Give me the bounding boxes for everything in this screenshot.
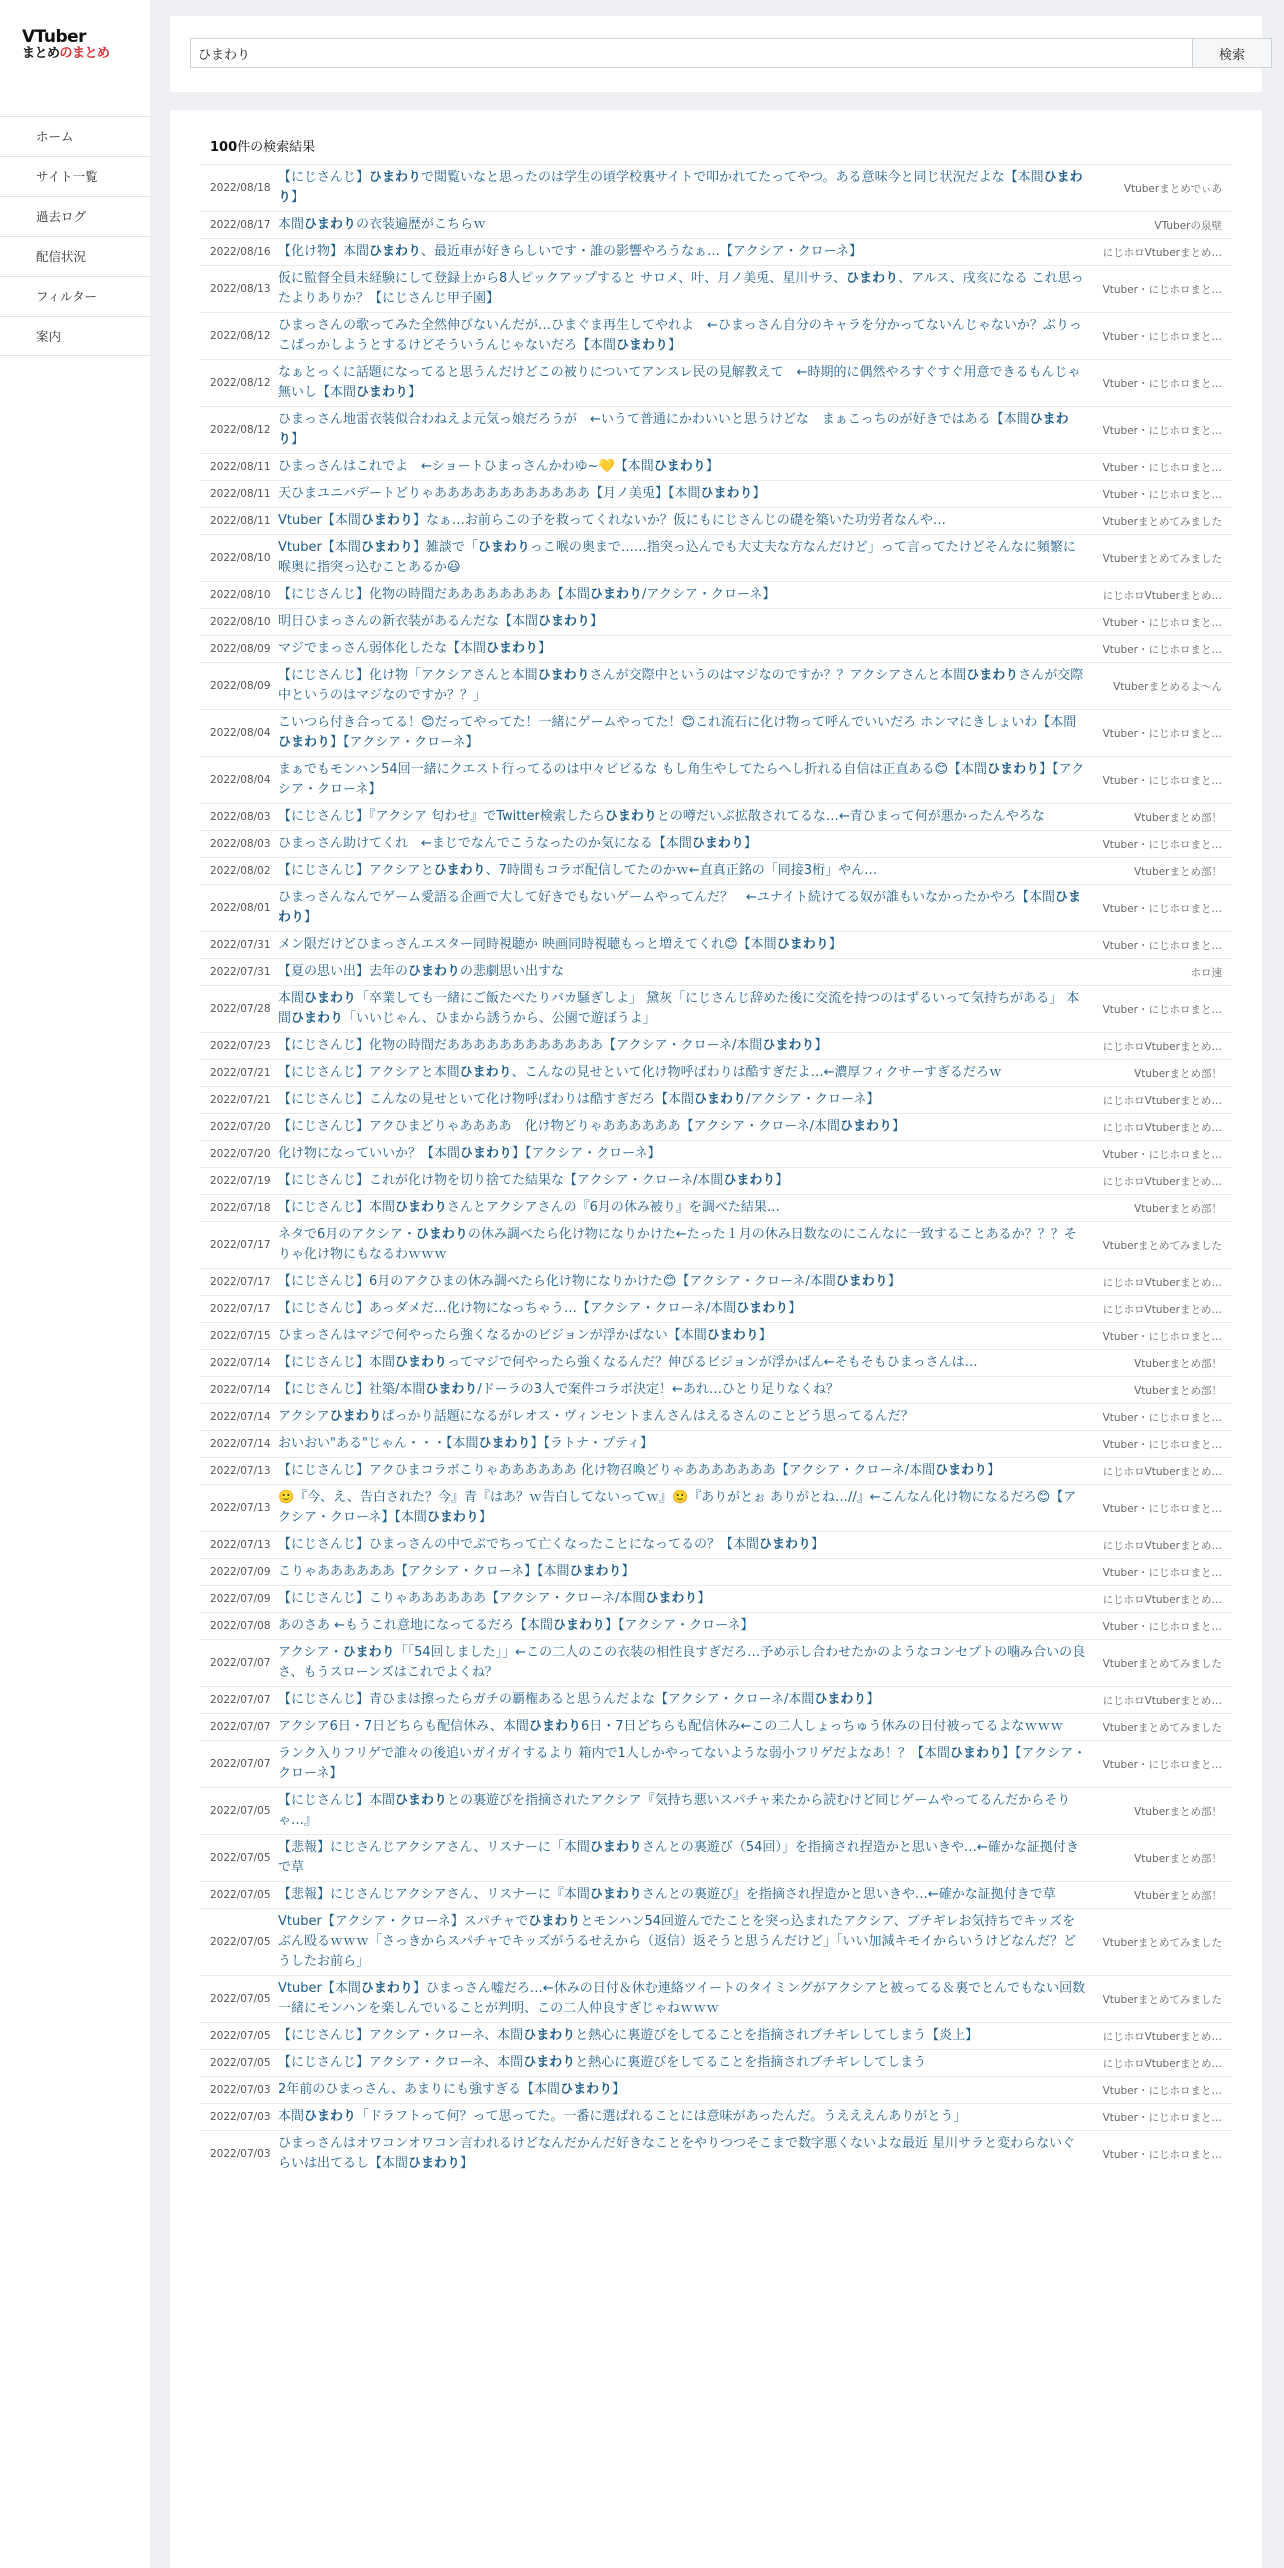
nav-item-home[interactable]: ホーム bbox=[0, 116, 150, 156]
result-row bbox=[200, 1881, 1232, 1908]
result-row bbox=[200, 1295, 1232, 1322]
result-title-link[interactable]: ひまっさんなんでゲーム愛語る企画で大して好きでもないゲームやってんだ？ ←ユナイト続けてる奴が誰もいなかったかやろ【本間ひまわり】 bbox=[278, 890, 1081, 925]
result-date: 2022/07/05 bbox=[210, 2057, 271, 2069]
result-source-site[interactable]: Vtuber・にじホロまと… bbox=[1102, 461, 1222, 474]
result-source-site[interactable]: ホロ速 bbox=[1190, 966, 1222, 979]
result-source-site[interactable]: Vtuberまとめてみました bbox=[1102, 1239, 1222, 1252]
result-date: 2022/08/16 bbox=[210, 246, 271, 258]
result-row bbox=[200, 2049, 1232, 2076]
search-panel bbox=[170, 16, 1262, 92]
results-count bbox=[210, 136, 315, 155]
result-source-site[interactable]: Vtuberまとめてみました bbox=[1102, 515, 1222, 528]
result-title-link[interactable]: 本間ひまわり「ドラフトって何？って思ってた。一番に選ばれることには意味があったんだ。うえええんありがとう」 bbox=[278, 2109, 967, 2124]
result-row bbox=[200, 662, 1232, 709]
result-source-site[interactable]: Vtuberまとめ部！ bbox=[1134, 1852, 1222, 1865]
result-row bbox=[200, 453, 1232, 480]
result-row bbox=[200, 480, 1232, 507]
result-row bbox=[200, 635, 1232, 662]
result-row bbox=[200, 857, 1232, 884]
result-row bbox=[200, 2076, 1232, 2103]
result-date: 2022/07/07 bbox=[210, 1721, 271, 1733]
result-date: 2022/08/03 bbox=[210, 838, 271, 850]
result-row bbox=[200, 1140, 1232, 1167]
result-title-link[interactable]: 【にじさんじ】アクシア・クローネ、本間ひまわりと熱心に裏遊びをしてることを指摘されブチギレしてしまう bbox=[278, 2055, 927, 2070]
result-date: 2022/08/09 bbox=[210, 680, 271, 692]
result-source-site[interactable]: Vtuber・にじホロまと… bbox=[1102, 1758, 1222, 1771]
result-date: 2022/07/17 bbox=[210, 1303, 271, 1315]
result-source-site[interactable]: にじホロVtuberまとめ… bbox=[1102, 1303, 1222, 1316]
result-title-link[interactable]: 【にじさんじ】本間ひまわりってマジで何やったら強くなるんだ？伸びるビジョンが浮かばん←そもそもひまっさんは… bbox=[278, 1355, 978, 1370]
result-source-site[interactable]: Vtuber・にじホロまと… bbox=[1102, 643, 1222, 656]
result-date: 2022/08/11 bbox=[210, 488, 271, 500]
result-date: 2022/07/05 bbox=[210, 1805, 271, 1817]
result-row bbox=[200, 359, 1232, 406]
result-date: 2022/08/17 bbox=[210, 219, 271, 231]
result-date: 2022/07/05 bbox=[210, 1889, 271, 1901]
result-date: 2022/07/09 bbox=[210, 1593, 271, 1605]
result-source-site[interactable]: Vtuber・にじホロまと… bbox=[1102, 2111, 1222, 2124]
result-title-link[interactable]: 【悲報】にじさんじアクシアさん、リスナーに「本間ひまわりさんとの裏遊び（54回）」を指摘され捏造かと思いきや…←確かな証拠付きで草 bbox=[278, 1840, 1079, 1875]
result-date: 2022/07/14 bbox=[210, 1438, 271, 1450]
result-row bbox=[200, 2103, 1232, 2130]
logo-part-c: まとめ bbox=[72, 46, 110, 61]
result-title-link[interactable]: 【にじさんじ】化物の時間だああああああああ【本間ひまわり/アクシア・クローネ】 bbox=[278, 587, 776, 602]
nav-item-archive[interactable]: 過去ログ bbox=[0, 196, 150, 236]
nav-item-guide[interactable]: 案内 bbox=[0, 316, 150, 356]
result-title-link[interactable]: 【にじさんじ】ひまっさんの中でぶでちって亡くなったことになってるの？【本間ひまわり】 bbox=[278, 1537, 825, 1552]
result-row bbox=[200, 1194, 1232, 1221]
result-source-site[interactable]: Vtuber・にじホロまと… bbox=[1102, 727, 1222, 740]
result-date: 2022/08/11 bbox=[210, 515, 271, 527]
result-title-link[interactable]: マジでまっさん弱体化したな【本間ひまわり】 bbox=[278, 641, 552, 656]
result-date: 2022/07/31 bbox=[210, 939, 271, 951]
result-date: 2022/07/14 bbox=[210, 1411, 271, 1423]
result-source-site[interactable]: Vtuber・にじホロまと… bbox=[1102, 2084, 1222, 2097]
result-date: 2022/07/21 bbox=[210, 1094, 271, 1106]
result-date: 2022/08/10 bbox=[210, 552, 271, 564]
result-row bbox=[200, 1612, 1232, 1639]
result-date: 2022/08/11 bbox=[210, 461, 271, 473]
results-list bbox=[200, 164, 1232, 2177]
result-source-site[interactable]: にじホロVtuberまとめ… bbox=[1102, 246, 1222, 259]
result-title-link[interactable]: 本間ひまわり「卒業しても一緒にご飯たべたりバカ騒ぎしよ」 黛灰「にじさんじ辞めた後に交流を持つのはずるいって気持ちがある」 本間ひまわり「いいじゃん、ひまから誘うから、公園で遊ぼうよ」 bbox=[278, 991, 1080, 1026]
result-date: 2022/08/12 bbox=[210, 377, 271, 389]
result-title-link[interactable]: 【にじさんじ】アクひまコラボこりゃああああああ 化け物召喚どりゃあああああああ【アクシア・クローネ/本間ひまわり】 bbox=[278, 1463, 1001, 1478]
result-date: 2022/07/14 bbox=[210, 1357, 271, 1369]
result-source-site[interactable]: Vtuber・にじホロまと… bbox=[1102, 939, 1222, 952]
result-title-link[interactable]: 【化け物】本間ひまわり、最近車が好きらしいです・誰の影響やろうなぁ…【アクシア・クローネ】 bbox=[278, 244, 862, 259]
result-row bbox=[200, 312, 1232, 359]
result-title-link[interactable]: 天ひまユニバデートどりゃああああああああああああ【月ノ美兎】【本間ひまわり】 bbox=[278, 486, 766, 501]
result-source-site[interactable]: にじホロVtuberまとめ… bbox=[1102, 1465, 1222, 1478]
result-title-link[interactable]: 【夏の思い出】去年のひまわりの悲劇思い出すな bbox=[278, 964, 565, 979]
result-title-link[interactable]: 明日ひまっさんの新衣装があるんだな【本間ひまわり】 bbox=[278, 614, 604, 629]
result-date: 2022/08/09 bbox=[210, 643, 271, 655]
result-source-site[interactable]: にじホロVtuberまとめ… bbox=[1102, 1175, 1222, 1188]
result-date: 2022/07/21 bbox=[210, 1067, 271, 1079]
result-title-link[interactable]: 【にじさんじ】これが化け物を切り捨てた結果な【アクシア・クローネ/本間ひまわり】 bbox=[278, 1173, 789, 1188]
result-row bbox=[200, 1457, 1232, 1484]
result-title-link[interactable]: 【にじさんじ】あっダメだ…化け物になっちゃう…【アクシア・クローネ/本間ひまわり】 bbox=[278, 1301, 802, 1316]
result-source-site[interactable]: Vtuber・にじホロまと… bbox=[1102, 283, 1222, 296]
result-date: 2022/07/20 bbox=[210, 1148, 271, 1160]
result-title-link[interactable]: 【にじさんじ】社築/本間ひまわり/ドーラの3人で案件コラボ決定！←あれ…ひとり足りなくね？ bbox=[278, 1382, 839, 1397]
search-button[interactable]: 検索 bbox=[1192, 38, 1272, 68]
result-title-link[interactable]: 【悲報】にじさんじアクシアさん、リスナーに『本間ひまわりさんとの裏遊び』を指摘され捏造かと思いきや…←確かな証拠付きで草 bbox=[278, 1887, 1056, 1902]
result-row bbox=[200, 406, 1232, 453]
result-row bbox=[200, 1349, 1232, 1376]
result-title-link[interactable]: アクシア6日・7日どちらも配信休み、本間ひまわり6日・7日どちらも配信休み←この二人しょっちゅう休みの日付被ってるよなｗｗｗ bbox=[278, 1719, 1064, 1734]
result-source-site[interactable]: Vtuber・にじホロまと… bbox=[1102, 330, 1222, 343]
result-row bbox=[200, 985, 1232, 1032]
result-source-site[interactable]: Vtuber・にじホロまと… bbox=[1102, 377, 1222, 390]
logo-line-2 bbox=[22, 46, 132, 62]
search-input[interactable] bbox=[190, 38, 1192, 68]
result-row bbox=[200, 1221, 1232, 1268]
result-date: 2022/07/19 bbox=[210, 1175, 271, 1187]
sidebar-nav bbox=[0, 116, 150, 356]
result-source-site[interactable]: VTuberの泉壁 bbox=[1154, 219, 1222, 232]
result-title-link[interactable]: 【にじさんじ】アクシア・クローネ、本間ひまわりと熱心に裏遊びをしてることを指摘されブチギレしてしまう【炎上】 bbox=[278, 2028, 979, 2043]
result-date: 2022/07/17 bbox=[210, 1276, 271, 1288]
result-source-site[interactable]: Vtuber・にじホロまと… bbox=[1102, 424, 1222, 437]
result-source-site[interactable]: Vtuber・にじホロまと… bbox=[1102, 1411, 1222, 1424]
result-date: 2022/08/10 bbox=[210, 616, 271, 628]
result-title-link[interactable]: 仮に監督全員未経験にして登録上から8人ピックアップすると サロメ、叶、月ノ美兎、星川サラ、ひまわり、アルス、戌亥になる これ思ったよりありか？【にじさんじ甲子園】 bbox=[278, 271, 1084, 306]
result-date: 2022/08/01 bbox=[210, 902, 271, 914]
result-date: 2022/07/15 bbox=[210, 1330, 271, 1342]
result-date: 2022/07/23 bbox=[210, 1040, 271, 1052]
result-source-site[interactable]: にじホロVtuberまとめ… bbox=[1102, 1094, 1222, 1107]
result-title-link[interactable]: 【にじさんじ】こりゃああああああ【アクシア・クローネ/本間ひまわり】 bbox=[278, 1591, 711, 1606]
result-date: 2022/08/04 bbox=[210, 774, 271, 786]
result-date: 2022/07/09 bbox=[210, 1566, 271, 1578]
result-date: 2022/07/07 bbox=[210, 1694, 271, 1706]
result-date: 2022/07/13 bbox=[210, 1465, 271, 1477]
result-row bbox=[200, 164, 1232, 211]
result-title-link[interactable]: 【にじさんじ】本間ひまわりとの裏遊びを指摘されたアクシア『気持ち悪いスパチャ来たから読むけど同じゲームやってるんだからそりゃ…』 bbox=[278, 1793, 1071, 1828]
result-row bbox=[200, 1908, 1232, 1975]
result-title-link[interactable]: Vtuber【本間ひまわり】ひまっさん嘘だろ…←休みの日付＆休む連絡ツイートのタイミングがアクシアと被ってる＆裏でとんでもない回数一緒にモンハンを楽しんでいることが判明、この二人仲良すぎじゃねｗｗｗ bbox=[278, 1981, 1086, 2016]
result-title-link[interactable]: 【にじさんじ】本間ひまわりさんとアクシアさんの『6月の休み被り』を調べた結果… bbox=[278, 1200, 780, 1215]
result-source-site[interactable]: Vtuberまとめ部！ bbox=[1134, 1067, 1222, 1080]
result-date: 2022/07/03 bbox=[210, 2084, 271, 2096]
result-row bbox=[200, 1086, 1232, 1113]
result-title-link[interactable]: アクシア・ひまわり「「54回しました」」←この二人のこの衣装の相性良すぎだろ…予め示し合わせたかのようなコンセプトの噛み合いの良さ、もうスローンズはこれでよくね？ bbox=[278, 1645, 1086, 1680]
logo-line-1: VTuber bbox=[22, 27, 87, 47]
result-date: 2022/08/18 bbox=[210, 182, 271, 194]
result-date: 2022/08/13 bbox=[210, 283, 271, 295]
result-row bbox=[200, 608, 1232, 635]
result-date: 2022/07/17 bbox=[210, 1239, 271, 1251]
result-title-link[interactable]: 【にじさんじ】アクシアとひまわり、7時間もコラボ配信してたのかｗ←直真正銘の「同接3桁」やん… bbox=[278, 863, 878, 878]
result-source-site[interactable]: Vtuberまとめてみました bbox=[1102, 552, 1222, 565]
result-source-site[interactable]: Vtuberまとめでぃあ bbox=[1123, 182, 1222, 195]
result-title-link[interactable]: おいおい"ある"じゃん・・・【本間ひまわり】【ラトナ・プティ】 bbox=[278, 1436, 653, 1451]
result-source-site[interactable]: Vtuber・にじホロまと… bbox=[1102, 902, 1222, 915]
result-source-site[interactable]: Vtuberまとめ部！ bbox=[1134, 1384, 1222, 1397]
result-source-site[interactable]: にじホロVtuberまとめ… bbox=[1102, 1694, 1222, 1707]
result-date: 2022/07/18 bbox=[210, 1202, 271, 1214]
result-row bbox=[200, 1531, 1232, 1558]
result-title-link[interactable]: ひまっさんはマジで何やったら強くなるかのビジョンが浮かばない【本間ひまわり】 bbox=[278, 1328, 772, 1343]
result-row bbox=[200, 211, 1232, 238]
result-row bbox=[200, 581, 1232, 608]
result-source-site[interactable]: Vtuberまとめ部！ bbox=[1134, 811, 1222, 824]
result-date: 2022/07/07 bbox=[210, 1758, 271, 1770]
result-date: 2022/07/14 bbox=[210, 1384, 271, 1396]
result-row bbox=[200, 884, 1232, 931]
result-title-link[interactable]: 【にじさんじ】ひまわりで閲覧いなと思ったのは学生の頃学校裏サイトで叩かれてたってやつ。ある意味今と同じ状況だよな【本間ひまわり】 bbox=[278, 170, 1083, 205]
result-row bbox=[200, 1639, 1232, 1686]
result-date: 2022/08/03 bbox=[210, 811, 271, 823]
result-title-link[interactable]: 化け物になっていいか？【本間ひまわり】【アクシア・クローネ】 bbox=[278, 1146, 661, 1161]
result-row bbox=[200, 931, 1232, 958]
result-row bbox=[200, 756, 1232, 803]
result-row bbox=[200, 238, 1232, 265]
result-source-site[interactable]: にじホロVtuberまとめ… bbox=[1102, 1276, 1222, 1289]
result-date: 2022/07/03 bbox=[210, 2148, 271, 2160]
result-source-site[interactable]: にじホロVtuberまとめ… bbox=[1102, 2057, 1222, 2070]
result-row bbox=[200, 1322, 1232, 1349]
result-row bbox=[200, 1113, 1232, 1140]
result-title-link[interactable]: Vtuber【本間ひまわり】なぁ…お前らこの子を救ってくれないか？仮にもにじさんじの礎を築いた功労者なんや… bbox=[278, 513, 946, 528]
result-source-site[interactable]: Vtuber・にじホロまと… bbox=[1102, 1330, 1222, 1343]
result-title-link[interactable]: 【にじさんじ】化け物「アクシアさんと本間ひまわりさんが交際中というのはマジなのですか？？アクシアさんと本間ひまわりさんが交際中というのはマジなのですか？？」 bbox=[278, 668, 1084, 703]
result-title-link[interactable]: 【にじさんじ】こんなの見せといて化け物呼ばわりは酷すぎだろ【本間ひまわり/アクシア・クローネ】 bbox=[278, 1092, 880, 1107]
result-row bbox=[200, 2022, 1232, 2049]
result-date: 2022/07/28 bbox=[210, 1003, 271, 1015]
result-date: 2022/07/07 bbox=[210, 1657, 271, 1669]
result-source-site[interactable]: にじホロVtuberまとめ… bbox=[1102, 1121, 1222, 1134]
result-row bbox=[200, 1403, 1232, 1430]
result-source-site[interactable]: Vtuber・にじホロまと… bbox=[1102, 1502, 1222, 1515]
result-source-site[interactable]: Vtuber・にじホロまと… bbox=[1102, 774, 1222, 787]
result-date: 2022/07/05 bbox=[210, 1852, 271, 1864]
result-row bbox=[200, 1975, 1232, 2022]
result-date: 2022/07/31 bbox=[210, 966, 271, 978]
result-row bbox=[200, 1430, 1232, 1457]
result-source-site[interactable]: Vtuberまとめ部！ bbox=[1134, 1889, 1222, 1902]
result-title-link[interactable]: ひまっさんの歌ってみた全然伸びないんだが…ひまぐま再生してやれよ ←ひまっさん自分のキャラを分かってないんじゃないか？ぶりっこぱっかしようとするけどそういうんじゃないだろ【本間ひまわり】 bbox=[278, 318, 1082, 353]
result-title-link[interactable]: なぁとっくに話題になってると思うんだけどこの被りについてアンスレ民の見解教えて ←時期的に偶然やろすぐすぐ用意できるもんじゃ無いし【本間ひまわり】 bbox=[278, 365, 1081, 400]
result-row bbox=[200, 2130, 1232, 2177]
result-date: 2022/07/03 bbox=[210, 2111, 271, 2123]
result-title-link[interactable]: ひまっさん助けてくれ ←まじでなんでこうなったのか気になる【本間ひまわり】 bbox=[278, 836, 757, 851]
result-title-link[interactable]: 【にじさんじ】6月のアクひまの休み調べたら化け物になりかけた😊【アクシア・クローネ/本間ひまわり】 bbox=[278, 1274, 901, 1289]
result-source-site[interactable]: にじホロVtuberまとめ… bbox=[1102, 1539, 1222, 1552]
result-source-site[interactable]: Vtuberまとめてみました bbox=[1102, 1721, 1222, 1734]
result-row bbox=[200, 1686, 1232, 1713]
result-source-site[interactable]: Vtuber・にじホロまと… bbox=[1102, 1148, 1222, 1161]
result-title-link[interactable]: 【にじさんじ】アクシアと本間ひまわり、こんなの見せといて化け物呼ばわりは酷すぎだよ…←濃厚フィクサーすぎるだろｗ bbox=[278, 1065, 1002, 1080]
result-row bbox=[200, 1585, 1232, 1612]
result-source-site[interactable]: Vtuberまとめ部！ bbox=[1134, 1805, 1222, 1818]
result-title-link[interactable]: こいつら付き合ってる！😊だってやってた！一緒にゲームやってた！😊これ流石に化け物って呼んでいいだろ ホンマにきしょいわ【本間ひまわり】【アクシア・クローネ】 bbox=[278, 715, 1077, 750]
result-title-link[interactable]: 【にじさんじ】青ひまは擦ったらガチの覇権あると思うんだよな【アクシア・クローネ/本間ひまわり】 bbox=[278, 1692, 880, 1707]
result-row bbox=[200, 830, 1232, 857]
result-source-site[interactable]: Vtuber・にじホロまと… bbox=[1102, 616, 1222, 629]
result-row bbox=[200, 709, 1232, 756]
result-row bbox=[200, 1558, 1232, 1585]
result-source-site[interactable]: Vtuber・にじホロまと… bbox=[1102, 1003, 1222, 1016]
result-source-site[interactable]: Vtuberまとめるよ～ん bbox=[1113, 680, 1222, 693]
result-date: 2022/08/02 bbox=[210, 865, 271, 877]
result-row bbox=[200, 507, 1232, 534]
result-row bbox=[200, 1834, 1232, 1881]
result-date: 2022/08/10 bbox=[210, 589, 271, 601]
result-source-site[interactable]: Vtuberまとめてみました bbox=[1102, 1936, 1222, 1949]
result-title-link[interactable]: あのさあ ←もうこれ意地になってるだろ【本間ひまわり】【アクシア・クローネ】 bbox=[278, 1618, 754, 1633]
result-date: 2022/08/12 bbox=[210, 330, 271, 342]
result-row bbox=[200, 265, 1232, 312]
result-row bbox=[200, 1484, 1232, 1531]
site-logo[interactable] bbox=[22, 28, 132, 68]
result-date: 2022/07/05 bbox=[210, 1993, 271, 2005]
result-source-site[interactable]: Vtuber・にじホロまと… bbox=[1102, 838, 1222, 851]
result-title-link[interactable]: Vtuber【本間ひまわり】雑談で「ひまわりっこ喉の奥まで……指突っ込んでも大丈夫な方なんだけど」って言ってたけどそんなに頻繁に喉奥に指突っ込むことあるか😃 bbox=[278, 540, 1076, 575]
result-title-link[interactable]: ネタで6月のアクシア・ひまわりの休み調べたら化け物になりかけた←たった１月の休み日数なのにこんなに一致することあるか？？？そりゃ化け物にもなるわｗｗｗ bbox=[278, 1227, 1077, 1262]
result-source-site[interactable]: Vtuber・にじホロまと… bbox=[1102, 488, 1222, 501]
result-title-link[interactable]: 2年前のひまっさん、あまりにも強すぎる【本間ひまわり】 bbox=[278, 2082, 626, 2097]
result-source-site[interactable]: Vtuber・にじホロまと… bbox=[1102, 1566, 1222, 1579]
result-source-site[interactable]: Vtuber・にじホロまと… bbox=[1102, 2148, 1222, 2161]
result-title-link[interactable]: 本間ひまわりの衣装遍歴がこちらｗ bbox=[278, 217, 487, 232]
results-panel bbox=[170, 110, 1262, 2568]
result-source-site[interactable]: Vtuber・にじホロまと… bbox=[1102, 1438, 1222, 1451]
nav-item-filter[interactable]: フィルター bbox=[0, 276, 150, 316]
result-title-link[interactable]: ひまっさん地雷衣装似合わねえよ元気っ娘だろうが ←いうて普通にかわいいと思うけどな まぁこっちのが好きではある【本間ひまわり】 bbox=[278, 412, 1069, 447]
result-title-link[interactable]: 【にじさんじ】化物の時間だああああああああああああ【アクシア・クローネ/本間ひまわり】 bbox=[278, 1038, 828, 1053]
result-row bbox=[200, 1032, 1232, 1059]
logo-part-a: まとめ bbox=[22, 46, 60, 61]
result-title-link[interactable]: アクシアひまわりぱっかり話題になるがレオス・ヴィンセントまんさんはえるさんのことどう思ってるんだ？ bbox=[278, 1409, 914, 1424]
sidebar bbox=[0, 0, 150, 2568]
result-date: 2022/07/20 bbox=[210, 1121, 271, 1133]
result-source-site[interactable]: にじホロVtuberまとめ… bbox=[1102, 1593, 1222, 1606]
result-title-link[interactable]: 【にじさんじ】アクひまどりゃああああ 化け物どりゃああああああ【アクシア・クローネ/本間ひまわり】 bbox=[278, 1119, 905, 1134]
nav-item-site-list[interactable]: サイト一覧 bbox=[0, 156, 150, 196]
result-source-site[interactable]: Vtuber・にじホロまと… bbox=[1102, 1620, 1222, 1633]
result-date: 2022/07/13 bbox=[210, 1539, 271, 1551]
result-source-site[interactable]: にじホロVtuberまとめ… bbox=[1102, 589, 1222, 602]
result-source-site[interactable]: Vtuberまとめ部！ bbox=[1134, 1357, 1222, 1370]
result-title-link[interactable]: ひまっさんはこれでよ ←ショートひまっさんかわゆ~💛【本間ひまわり】 bbox=[278, 459, 719, 474]
result-title-link[interactable]: まぁでもモンハン54回一緒にクエスト行ってるのは中々ビビるな もし角生やしてたらへし折れる自信は正直ある😊【本間ひまわり】【アクシア・クローネ】 bbox=[278, 762, 1085, 797]
result-source-site[interactable]: Vtuberまとめ部！ bbox=[1134, 1202, 1222, 1215]
result-row bbox=[200, 1376, 1232, 1403]
result-date: 2022/07/08 bbox=[210, 1620, 271, 1632]
result-source-site[interactable]: Vtuberまとめ部！ bbox=[1134, 865, 1222, 878]
result-title-link[interactable]: Vtuber【アクシア・クローネ】スパチャでひまわりとモンハン54回遊んでたことを突っ込まれたアクシア、ブチギレお気持ちでキッズをぶん殴るｗｗｗ「さっきからスパチャでキッズがうるせえから（返信）返そうと思うんだけど」「いい加減キモイからいうけどなんだ？どうしたお前ら」 bbox=[278, 1914, 1077, 1969]
result-source-site[interactable]: Vtuberまとめてみました bbox=[1102, 1993, 1222, 2006]
nav-item-stream-status[interactable]: 配信状況 bbox=[0, 236, 150, 276]
result-row bbox=[200, 1787, 1232, 1834]
result-row bbox=[200, 1713, 1232, 1740]
result-title-link[interactable]: メン限だけどひまっさんエスター同時視聴か 映画同時視聴もっと増えてくれ😊【本間ひまわり】 bbox=[278, 937, 842, 952]
result-row bbox=[200, 803, 1232, 830]
result-title-link[interactable]: こりゃああああああ【アクシア・クローネ】【本間ひまわり】 bbox=[278, 1564, 635, 1579]
result-date: 2022/07/13 bbox=[210, 1502, 271, 1514]
result-row bbox=[200, 1268, 1232, 1295]
result-title-link[interactable]: 【にじさんじ】『アクシア 匂わせ』でTwitter検索したらひまわりとの噂だいぶ拡散されてるな…←青ひまって何が悪かったんやろな bbox=[278, 809, 1045, 824]
results-count-number: 100 bbox=[210, 140, 238, 155]
result-title-link[interactable]: ランク入りフリゲで誰々の後追いガイガイするより 箱内で1人しかやってないような弱小フリゲだよなあ！？【本間ひまわり】【アクシア・クローネ】 bbox=[278, 1746, 1087, 1781]
result-row bbox=[200, 1167, 1232, 1194]
result-source-site[interactable]: Vtuberまとめてみました bbox=[1102, 1657, 1222, 1670]
results-count-suffix: 件の検索結果 bbox=[237, 140, 316, 155]
result-source-site[interactable]: にじホロVtuberまとめ… bbox=[1102, 1040, 1222, 1053]
result-date: 2022/08/12 bbox=[210, 424, 271, 436]
result-row bbox=[200, 534, 1232, 581]
result-title-link[interactable]: 🙂『今、え、告白された？今』青『はあ？ｗ告白してないってｗ』🙂『ありがとぉ ありがとね…//』←こんなん化け物になるだろ😊【アクシア・クローネ】【本間ひまわり】 bbox=[278, 1490, 1077, 1525]
logo-part-b: の bbox=[59, 46, 73, 61]
result-row bbox=[200, 1059, 1232, 1086]
result-title-link[interactable]: ひまっさんはオワコンオワコン言われるけどなんだかんだ好きなことをやりつつそこまで数字悪くないよな最近 星川サラと変わらないぐらいは出てるし【本間ひまわり】 bbox=[278, 2136, 1076, 2171]
result-date: 2022/07/05 bbox=[210, 1936, 271, 1948]
result-date: 2022/07/05 bbox=[210, 2030, 271, 2042]
result-date: 2022/08/04 bbox=[210, 727, 271, 739]
result-row bbox=[200, 958, 1232, 985]
result-source-site[interactable]: にじホロVtuberまとめ… bbox=[1102, 2030, 1222, 2043]
result-row bbox=[200, 1740, 1232, 1787]
